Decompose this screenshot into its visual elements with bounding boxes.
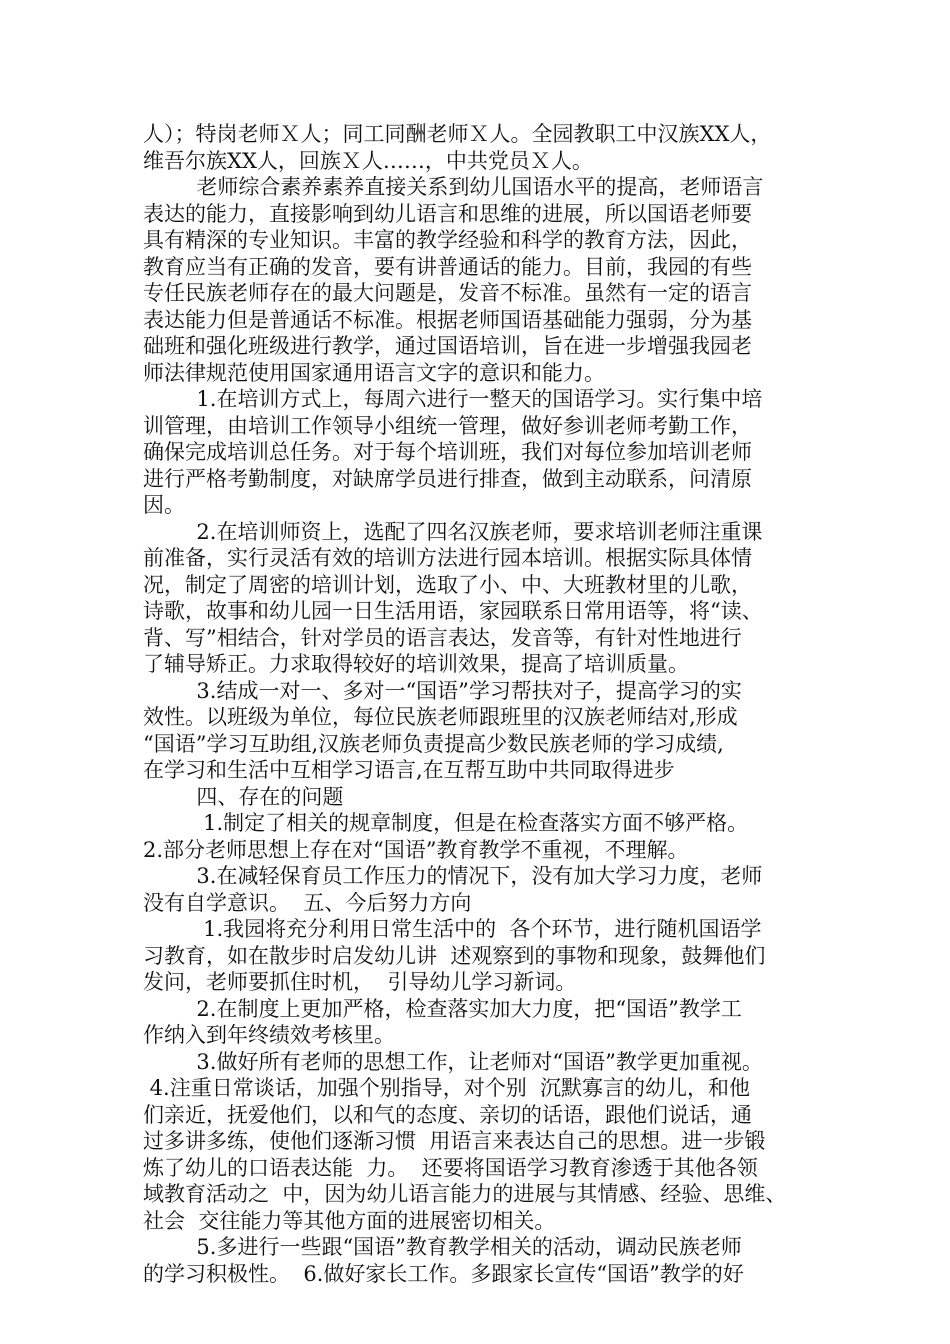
document-body bbox=[143, 121, 823, 1287]
text-line: 进行严格考勤制度，对缺席学员进行排查，做到主动联系，问清原 bbox=[143, 466, 752, 491]
text-line: 3.做好所有老师的思想工作，让老师对“国语”教学更加重视。 bbox=[143, 1049, 763, 1074]
text-line: 维吾尔族XX人，回族Ｘ人……，中共党员Ｘ人。 bbox=[143, 148, 593, 173]
text-line: 专任民族老师存在的最大问题是，发音不标准。虽然有一定的语言 bbox=[143, 281, 752, 305]
text-line: 础班和强化班级进行教学，通过国语培训，旨在进一步增强我园老 bbox=[143, 334, 752, 358]
text-line: 2.在培训师资上，选配了四名汉族老师，要求培训老师注重课 bbox=[143, 519, 763, 544]
text-line: 社会 交往能力等其他方面的进展密切相关。 bbox=[143, 1208, 556, 1233]
text-line: 习教育，如在散步时启发幼儿讲 述观察到的事物和现象，鼓舞他们 bbox=[143, 943, 766, 968]
text-line: 没有自学意识。 五、今后努力方向 bbox=[143, 890, 472, 915]
text-line: 在学习和生活中互相学习语言,在互帮互助中共同取得进步 bbox=[143, 758, 675, 782]
text-line: “国语”学习互助组,汉族老师负责提高少数民族老师的学习成绩, bbox=[143, 731, 724, 756]
text-line: 的学习积极性。 6.做好家长工作。多跟家长宣传“国语”教学的好 bbox=[143, 1261, 744, 1286]
text-line: 2.在制度上更加严格，检查落实加大力度，把“国语”教学工 bbox=[143, 996, 742, 1021]
text-line: 发问，老师要抓住时机， 引导幼儿学习新词。 bbox=[143, 970, 577, 994]
text-line: 师法律规范使用国家通用语言文字的意识和能力。 bbox=[143, 360, 605, 385]
text-line: 表达能力但是普通话不标准。根据老师国语基础能力强弱，分为基 bbox=[143, 307, 752, 332]
text-line: 过多讲多练，使他们逐渐习惯 用语言来表达自己的思想。进一步锻 bbox=[143, 1129, 766, 1153]
text-line: 具有精深的专业知识。丰富的教学经验和科学的教育方法，因此， bbox=[143, 228, 752, 252]
text-line: 老师综合素养素养直接关系到幼儿国语水平的提高，老师语言 bbox=[143, 175, 764, 199]
text-line: 况，制定了周密的培训计划，选取了小、中、大班教材里的儿歌， bbox=[143, 572, 752, 597]
text-line: 们亲近，抚爱他们，以和气的态度、亲切的话语，跟他们说话，通 bbox=[143, 1102, 752, 1127]
text-line: 确保完成培训总任务。对于每个培训班，我们对每位参加培训老师 bbox=[143, 440, 752, 464]
text-line: 炼了幼儿的口语表达能 力。 还要将国语学习教育渗透于其他各领 bbox=[143, 1155, 758, 1180]
text-line: 3.结成一对一、多对一“国语”学习帮扶对子，提高学习的实 bbox=[143, 678, 742, 703]
text-line: 训管理，由培训工作领导小组统一管理，做好参训老师考勤工作， bbox=[143, 413, 752, 438]
text-line: 因。 bbox=[143, 493, 185, 517]
text-line: 了辅导矫正。力求取得较好的培训效果，提高了培训质量。 bbox=[143, 652, 689, 676]
text-line: 4.注重日常谈话，加强个别指导，对个别 沉默寡言的幼儿，和他 bbox=[143, 1076, 751, 1100]
text-line: 教育应当有正确的发音，要有讲普通话的能力。目前，我园的有些 bbox=[143, 254, 752, 279]
text-line: 2.部分老师思想上存在对“国语”教育教学不重视，不理解。 bbox=[143, 837, 689, 862]
text-line: 1.制定了相关的规章制度，但是在检查落实方面不够严格。 bbox=[143, 811, 749, 835]
text-line: 效性。以班级为单位，每位民族老师跟班里的汉族老师结对,形成 bbox=[143, 705, 738, 729]
text-line: 3.在减轻保育员工作压力的情况下，没有加大学习力度，老师 bbox=[143, 864, 763, 888]
text-line: 前准备，实行灵活有效的培训方法进行园本培训。根据实际具体情 bbox=[143, 546, 752, 570]
text-line: 表达的能力，直接影响到幼儿语言和思维的进展，所以国语老师要 bbox=[143, 201, 752, 226]
text-line: 域教育活动之 中，因为幼儿语言能力的进展与其情感、经验、思维、 bbox=[143, 1182, 787, 1206]
text-line: 四、存在的问题 bbox=[143, 784, 344, 809]
text-line: 1.我园将充分利用日常生活中的 各个环节，进行随机国语学 bbox=[143, 917, 762, 941]
text-line: 背、写”相结合，针对学员的语言表达，发音等，有针对性地进行 bbox=[143, 625, 742, 650]
text-line: 作纳入到年终绩效考核里。 bbox=[143, 1023, 395, 1047]
text-line: 诗歌，故事和幼儿园一日生活用语，家园联系日常用语等，将“读、 bbox=[143, 599, 763, 623]
text-line: 人）；特岗老师Ｘ人；同工同酬老师Ｘ人。全园教职工中汉族XX人， bbox=[143, 122, 772, 146]
text-line: 5.多进行一些跟“国语”教育教学相关的活动，调动民族老师 bbox=[143, 1235, 742, 1259]
text-line: 1.在培训方式上，每周六进行一整天的国语学习。实行集中培 bbox=[143, 387, 763, 411]
